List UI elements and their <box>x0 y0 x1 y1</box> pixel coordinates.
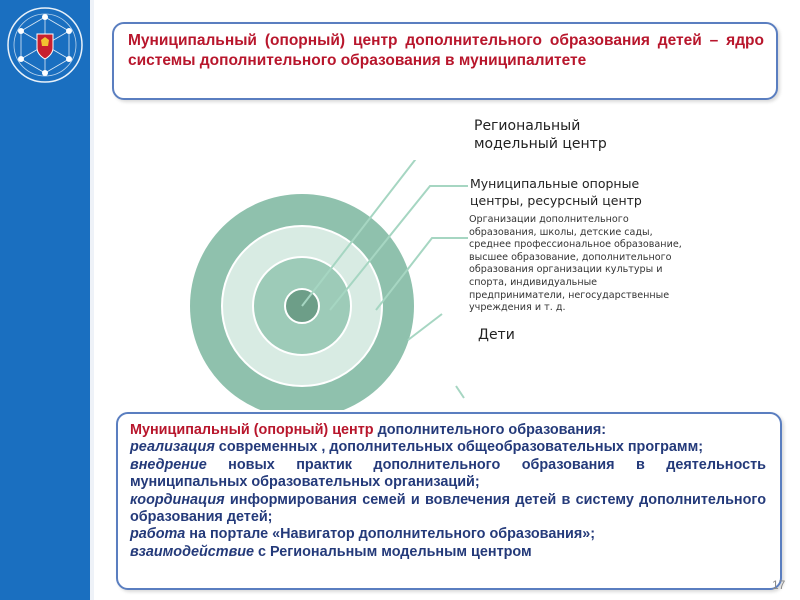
function-term: внедрение <box>130 456 207 473</box>
function-term: взаимодействие <box>130 543 255 560</box>
function-text: информирования семей и вовлечения детей в систему дополнительного образования детей; <box>130 491 766 526</box>
functions-heading <box>130 422 766 439</box>
regional-emblem-logo <box>4 4 86 86</box>
function-term: координация <box>130 491 225 508</box>
page-number: 17 <box>772 578 786 592</box>
function-item <box>130 526 766 543</box>
title-box <box>112 22 778 100</box>
function-text: современных , дополнительных общеобразовательных программ; <box>214 439 704 456</box>
function-item <box>130 457 766 492</box>
functions-text <box>130 422 766 561</box>
label-organizations: Организации дополнительного образования, школы, детские сады, среднее профессиональное образование, высшее образование, дополнительного образования организации культуры и спорта, индивидуальные предприниматели, негосударственные учреждения и т. д. <box>469 214 682 314</box>
label-children: Дети <box>478 327 515 343</box>
sidebar-divider <box>90 0 94 600</box>
page-title: Муниципальный (опорный) центр дополнительного образования детей – ядро системы дополнительного образования в муниципалитете <box>128 32 764 69</box>
leader-line-children-tail <box>456 386 464 398</box>
function-term: работа <box>130 526 186 543</box>
function-item <box>130 544 766 561</box>
label-regional-center: Региональный модельный центр <box>474 118 607 152</box>
functions-heading-rest: дополнительного образования: <box>373 422 607 438</box>
functions-box <box>116 412 782 590</box>
function-item <box>130 492 766 527</box>
function-text: на портале «Навигатор дополнительного образования»; <box>185 526 596 543</box>
label-municipal-centers: Муниципальные опорные центры, ресурсный центр <box>470 176 642 208</box>
function-text: с Региональным модельным центром <box>254 543 532 560</box>
sidebar <box>0 0 90 600</box>
function-item <box>130 439 766 456</box>
function-text: новых практик дополнительного образования в деятельность муниципальных образовательных организаций; <box>130 456 766 491</box>
function-term: реализация <box>130 439 215 456</box>
functions-heading-accent: Муниципальный (опорный) центр <box>130 422 374 438</box>
concentric-diagram <box>180 160 480 410</box>
